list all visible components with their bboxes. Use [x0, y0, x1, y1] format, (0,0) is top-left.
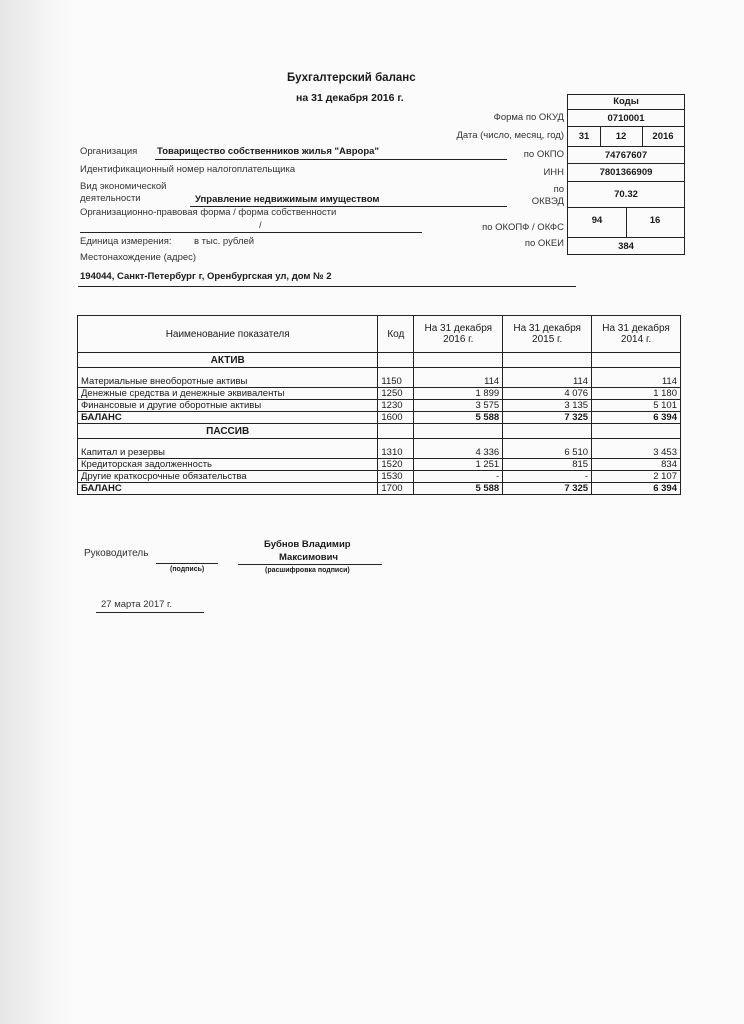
row-name: Денежные средства и денежные эквиваленты	[78, 388, 378, 400]
row-value-2015: 815	[503, 459, 592, 471]
row-value-2014: 5 101	[592, 400, 681, 412]
row-value-2014: 2 107	[592, 471, 681, 483]
row-name: Материальные внеоборотные активы	[78, 368, 378, 388]
table-header-row	[78, 316, 681, 353]
table-row	[78, 388, 681, 400]
legal-form-label: Организационно-правовая форма / форма собственности	[80, 207, 337, 218]
decode-line	[238, 564, 382, 565]
org-label: Организация	[80, 146, 138, 157]
head-label: Руководитель	[84, 548, 149, 559]
table-row-total	[78, 483, 681, 495]
document-title: Бухгалтерский баланс	[287, 72, 416, 84]
row-code: 1230	[378, 400, 414, 412]
unit-label: Единица измерения:	[80, 236, 172, 247]
okpo-label: по ОКПО	[523, 149, 564, 160]
row-value-2014: 834	[592, 459, 681, 471]
row-code: 1520	[378, 459, 414, 471]
okved-label-1: по	[553, 184, 564, 195]
col-code-header: Код	[378, 316, 414, 353]
section-liabilities-row	[78, 424, 681, 439]
okei-value: 384	[568, 237, 684, 255]
signature-line	[156, 563, 218, 564]
org-value: Товарищество собственников жилья "Аврора"	[157, 146, 379, 157]
row-name: Капитал и резервы	[78, 439, 378, 459]
okud-label: Форма по ОКУД	[493, 112, 564, 123]
row-value-2015: -	[503, 471, 592, 483]
row-code: 1700	[378, 483, 414, 495]
okopf-value: 94	[591, 215, 603, 226]
address-label: Местонахождение (адрес)	[80, 252, 197, 263]
row-value-2016: 1 899	[414, 388, 503, 400]
row-value-2016: 114	[414, 368, 503, 388]
row-code: 1600	[378, 412, 414, 424]
row-value-2015: 6 510	[503, 439, 592, 459]
row-value-2016: 5 588	[414, 483, 503, 495]
row-name: Кредиторская задолженность	[78, 459, 378, 471]
col-2016-header: На 31 декабря 2016 г.	[414, 316, 503, 353]
table-row	[78, 471, 681, 483]
row-value-2014: 114	[592, 368, 681, 388]
sign-caption: (подпись)	[170, 566, 205, 573]
activity-value: Управление недвижимым имуществом	[195, 194, 380, 205]
signature-date: 27 марта 2017 г.	[101, 599, 172, 610]
row-code: 1530	[378, 471, 414, 483]
row-value-2015: 114	[503, 368, 592, 388]
document-date: на 31 декабря 2016 г.	[296, 92, 404, 104]
inn-line-label: Идентификационный номер налогоплательщика	[80, 164, 296, 175]
section-assets-row	[78, 353, 681, 368]
section-assets-title: АКТИВ	[78, 353, 378, 368]
inn-value: 7801366909	[568, 163, 684, 182]
row-value-2014: 3 453	[592, 439, 681, 459]
row-value-2015: 4 076	[503, 388, 592, 400]
table-row	[78, 368, 681, 388]
row-value-2014: 1 180	[592, 388, 681, 400]
legal-form-underline	[80, 232, 422, 233]
okei-label: по ОКЕИ	[524, 238, 564, 249]
date-day: 31	[578, 131, 590, 142]
scan-shadow-edge	[0, 0, 72, 1024]
row-code: 1250	[378, 388, 414, 400]
row-name: БАЛАНС	[78, 483, 378, 495]
address-underline	[78, 286, 576, 287]
okopf-label: по ОКОПФ / ОКФС	[482, 222, 564, 233]
codes-box	[567, 94, 685, 255]
signer-name-line2: Максимович	[279, 552, 338, 563]
table-row	[78, 439, 681, 459]
okved-value: 70.32	[568, 181, 684, 208]
balance-table	[77, 315, 681, 495]
col-2014-header: На 31 декабря 2014 г.	[592, 316, 681, 353]
row-value-2016: -	[414, 471, 503, 483]
okpo-value: 74767607	[568, 146, 684, 164]
row-name: Финансовые и другие оборотные активы	[78, 400, 378, 412]
okved-label-2: ОКВЭД	[531, 196, 564, 207]
row-code: 1310	[378, 439, 414, 459]
signature-date-underline	[96, 612, 204, 613]
col-name-header: Наименование показателя	[78, 316, 378, 353]
row-value-2015: 7 325	[503, 412, 592, 424]
row-value-2016: 4 336	[414, 439, 503, 459]
row-value-2015: 3 135	[503, 400, 592, 412]
org-underline	[155, 159, 507, 160]
row-value-2016: 5 588	[414, 412, 503, 424]
inn-code-label: ИНН	[543, 167, 564, 178]
table-row-total	[78, 412, 681, 424]
decode-caption: (расшифровка подписи)	[265, 567, 350, 574]
row-value-2016: 3 575	[414, 400, 503, 412]
row-value-2015: 7 325	[503, 483, 592, 495]
date-month: 12	[615, 131, 627, 142]
row-name: Другие краткосрочные обязательства	[78, 471, 378, 483]
row-value-2014: 6 394	[592, 483, 681, 495]
activity-label-2: деятельности	[80, 193, 141, 204]
okud-value: 0710001	[568, 109, 684, 127]
okfs-value: 16	[649, 215, 661, 226]
legal-form-value: /	[259, 220, 262, 231]
signer-name-line1: Бубнов Владимир	[264, 539, 351, 550]
section-liabilities-title: ПАССИВ	[78, 424, 378, 439]
row-value-2016: 1 251	[414, 459, 503, 471]
table-row	[78, 459, 681, 471]
codes-header: Коды	[613, 96, 639, 107]
row-code: 1150	[378, 368, 414, 388]
date-codes-label: Дата (число, месяц, год)	[456, 130, 564, 141]
date-year: 2016	[652, 131, 674, 142]
table-row	[78, 400, 681, 412]
row-value-2014: 6 394	[592, 412, 681, 424]
unit-value: в тыс. рублей	[194, 236, 255, 247]
okopf-row	[568, 207, 684, 238]
date-row	[568, 126, 684, 147]
address-value: 194044, Санкт-Петербург г, Оренбургская ул, дом № 2	[80, 271, 332, 282]
row-name: БАЛАНС	[78, 412, 378, 424]
col-2015-header: На 31 декабря 2015 г.	[503, 316, 592, 353]
activity-label-1: Вид экономической	[80, 181, 167, 192]
